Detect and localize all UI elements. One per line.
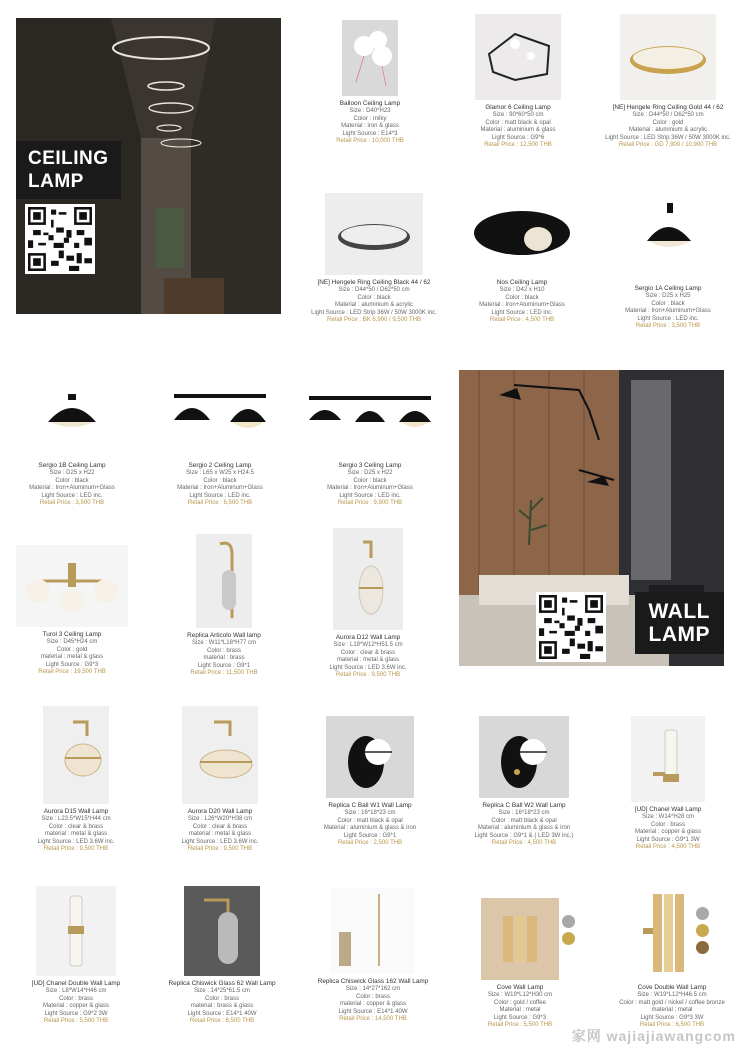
product-price: Retail Price : 4,500 THB: [489, 317, 555, 324]
product-spec: Light Source : G9*3: [45, 661, 99, 668]
product-image-glamor[interactable]: [475, 14, 561, 100]
product-name: Turol 3 Ceiling Lamp: [42, 631, 102, 638]
product-spec: Size : D25 x H22: [347, 470, 393, 476]
product-card-sergio-1a[interactable]: [598, 193, 738, 331]
product-spec: Light Source : G9*1 3W: [636, 836, 700, 843]
cove-double-color-swatch[interactable]: [696, 907, 709, 920]
product-spec: Light Source : E14*3: [342, 130, 398, 137]
product-name: Sergio 1A Ceiling Lamp: [634, 285, 702, 292]
product-spec: Color : gold: [652, 119, 684, 126]
product-spec: Light Source : LED inc.: [339, 492, 401, 499]
product-spec: Light Source : LED inc.: [491, 309, 553, 316]
product-spec: Light Source : G9*2 3W: [44, 1010, 108, 1017]
product-spec: Size : L8*W14*H46 cm: [45, 988, 107, 994]
product-spec: Light Source : E14*1 40W: [187, 1010, 257, 1017]
product-spec: Size : W19*L12*H46.5 cm: [637, 992, 707, 998]
product-image-c-ball-w1[interactable]: [326, 716, 414, 798]
product-card-aurora-d12[interactable]: [298, 528, 438, 680]
product-spec: Size : D44*50 / D62*50 cm: [632, 112, 704, 118]
product-spec: material : metal & glass: [188, 831, 252, 838]
product-name: Replica Chiswick Glass 162 Wall Lamp: [317, 978, 429, 985]
product-price: Retail Price : 4,500 THB: [491, 840, 557, 847]
product-price: Retail Price : 19,500 THB: [38, 669, 106, 676]
product-image-turol-3[interactable]: [16, 545, 128, 627]
product-card-glamor[interactable]: [448, 14, 588, 150]
product-spec: Size : 14*25*61.5 cm: [193, 988, 251, 994]
product-spec: Size : L23.5*W15*H44 cm: [41, 816, 111, 822]
product-image-chanel-double[interactable]: [36, 886, 116, 976]
product-price: Retail Price : 3,500 THB: [39, 500, 105, 507]
product-image-nos[interactable]: [470, 193, 574, 275]
product-price: Retail Price : 5,500 THB: [43, 1018, 109, 1025]
product-spec: Color : black: [357, 294, 391, 301]
product-spec: Color : brass: [650, 821, 685, 828]
product-spec: Material : iron & glass: [341, 123, 399, 130]
product-spec: material : metal & glass: [336, 657, 400, 664]
wall-lamp-hero-image: [459, 370, 724, 666]
product-image-hengele-black[interactable]: [325, 193, 423, 275]
product-spec: Color : black: [203, 477, 237, 484]
product-card-turol-3[interactable]: [2, 545, 142, 677]
product-image-balloon[interactable]: [342, 20, 398, 96]
product-spec: Size : 90*60*50 cm: [492, 112, 544, 118]
product-card-nos[interactable]: [452, 193, 592, 325]
wall-qr-code[interactable]: [536, 592, 606, 662]
product-name: Replica C Ball W2 Wall Lamp: [482, 802, 566, 809]
cove-color-swatch[interactable]: [562, 915, 575, 928]
product-spec: Light Source : G9*1: [197, 662, 251, 669]
product-card-sergio-1b[interactable]: [2, 380, 142, 508]
product-image-aurora-d12[interactable]: [333, 528, 403, 630]
product-name: [NE] Hengele Ring Ceiling Gold 44 / 62: [612, 104, 724, 111]
product-price: Retail Price : 6,500 THB: [187, 500, 253, 507]
product-price: Retail Price : 9,900 THB: [337, 500, 403, 507]
product-card-c-ball-w1[interactable]: [300, 716, 440, 848]
product-card-articolo[interactable]: [154, 534, 294, 678]
product-card-hengele-black[interactable]: [304, 193, 444, 325]
product-image-aurora-d20[interactable]: [182, 706, 258, 804]
product-name: [UD] Chanel Double Wall Lamp: [31, 980, 121, 987]
product-spec: Light Source : LED inc.: [637, 315, 699, 322]
product-price: Retail Price : BK 6,900 / 9,500 THB: [327, 317, 421, 324]
product-spec: Color : milky: [353, 115, 387, 122]
product-spec: Size : W11*L18*H77 cm: [192, 640, 256, 646]
product-name: [NE] Hengele Ring Ceiling Black 44 / 62: [317, 279, 431, 286]
product-card-aurora-d15[interactable]: [6, 706, 146, 854]
product-spec: Light Source : LED Strip 36W / 50W 3000K inc.: [605, 134, 731, 141]
product-name: Aurora D12 Wall Lamp: [335, 634, 401, 641]
product-spec: Light Source : E14*1 40W: [338, 1008, 408, 1015]
product-spec: material : metal & glass: [40, 654, 104, 661]
product-spec: Color : clear & brass: [340, 649, 396, 656]
product-image-articolo[interactable]: [196, 534, 252, 628]
product-spec: Light Source : LED 3.6W inc.: [181, 838, 259, 845]
product-spec: Material : Iron+Aluminum+Glass: [625, 308, 711, 315]
product-card-balloon[interactable]: [300, 20, 440, 146]
product-card-chiswick-62[interactable]: [152, 886, 292, 1026]
product-price: Retail Price : 11,500 THB: [190, 670, 258, 677]
product-price: Retail Price : 9,500 THB: [335, 672, 401, 679]
product-spec: Light Source : LED inc.: [189, 492, 251, 499]
product-spec: Color : matt black & opal: [337, 817, 403, 824]
product-name: Aurora D20 Wall Lamp: [187, 808, 253, 815]
ceiling-title-line1: CEILING: [28, 148, 109, 169]
product-spec: Size : L26*W20*H38 cm: [187, 816, 253, 822]
watermark-text: 家网 wajiajiawangcom: [571, 1028, 736, 1044]
product-spec: material : brass & glass: [190, 1003, 254, 1010]
product-spec: Material : aluminium & acrylic: [334, 302, 414, 309]
product-name: Sergio 1B Ceiling Lamp: [38, 462, 106, 469]
product-spec: Material : copper & glass: [42, 1003, 110, 1010]
product-spec: Material : aluminium & glass: [480, 127, 556, 134]
product-spec: Light Source : G9*1: [343, 832, 397, 839]
product-spec: Size : D45*H24 cm: [46, 639, 98, 645]
product-image-sergio-1b[interactable]: [22, 380, 122, 458]
product-spec: Color : clear & brass: [48, 823, 104, 830]
product-spec: Color : black: [651, 300, 685, 307]
product-spec: Size : L65 x W25 x H24.5: [186, 470, 254, 476]
product-name: Sergio 2 Ceiling Lamp: [188, 462, 252, 469]
product-price: Retail Price : 4,500 THB: [635, 844, 701, 851]
product-card-aurora-d20[interactable]: [150, 706, 290, 854]
product-card-sergio-2[interactable]: [150, 380, 290, 508]
product-name: Glamor 6 Ceiling Lamp: [485, 104, 551, 111]
qr-code-icon: [28, 207, 92, 271]
product-name: Cove Double Wall Lamp: [637, 984, 707, 991]
product-spec: Size : D40*H23: [349, 108, 391, 114]
product-name: [UD] Chanel Wall Lamp: [634, 806, 702, 813]
product-spec: Size : D25 x H22: [49, 470, 95, 476]
product-spec: Color : black: [353, 477, 387, 484]
product-spec: Color : gold / coffee: [494, 999, 546, 1006]
product-spec: Light Source : LED inc.: [41, 492, 103, 499]
product-spec: Color : clear & brass: [192, 823, 248, 830]
product-spec: Color : brass: [355, 993, 390, 1000]
product-spec: Color : matt gold / nickel / coffee bronze: [619, 999, 725, 1006]
product-name: Replica Chiswick Glass 62 Wall Lamp: [168, 980, 276, 987]
product-price: Retail Price : 5,500 THB: [487, 1022, 553, 1029]
product-image-hengele-gold[interactable]: [620, 14, 716, 100]
product-spec: Color : black: [55, 477, 89, 484]
product-spec: Material : aluminium & acrylic: [628, 127, 708, 134]
product-image-chiswick-62[interactable]: [184, 886, 260, 976]
product-price: Retail Price : 14,500 THB: [339, 1016, 407, 1023]
cove-double-color-swatch[interactable]: [696, 941, 709, 954]
product-spec: Light Source : LED 3.6W inc.: [329, 664, 407, 671]
product-image-c-ball-w2[interactable]: [479, 716, 569, 798]
product-spec: Light Source : LED Strip 36W / 50W 3000K inc.: [311, 309, 437, 316]
product-spec: Size : 16*18*23 cm: [498, 810, 550, 816]
product-spec: Material : Iron+Aluminum+Glass: [479, 302, 565, 309]
product-spec: Color : black: [505, 294, 539, 301]
wall-title-line1: WALL: [648, 600, 710, 623]
product-price: Retail Price : 10,000 THB: [336, 138, 404, 145]
product-name: Cove Wall Lamp: [496, 984, 544, 991]
product-name: Nos Ceiling Lamp: [496, 279, 548, 286]
product-spec: Color : brass: [58, 995, 93, 1002]
product-spec: Size : W14*H28 cm: [641, 814, 695, 820]
product-spec: Color : matt black & opal: [485, 119, 551, 126]
product-image-cove[interactable]: [481, 898, 559, 980]
product-name: Replica C Ball W1 Wall Lamp: [328, 802, 412, 809]
cove-double-color-swatch[interactable]: [696, 924, 709, 937]
product-card-chiswick-162[interactable]: [303, 888, 443, 1024]
product-spec: Color : matt black & opal: [491, 817, 557, 824]
product-spec: Color : brass: [206, 647, 241, 654]
product-spec: Material : copper & glass: [634, 829, 702, 836]
product-image-aurora-d15[interactable]: [43, 706, 109, 804]
product-card-c-ball-w2[interactable]: [454, 716, 594, 848]
ceiling-lamp-hero-image: [16, 18, 281, 314]
product-spec: material : copper & glass: [339, 1001, 407, 1008]
product-spec: Size : W19*L12*H30 cm: [487, 992, 553, 998]
product-spec: Light Source : G9*6: [491, 134, 545, 141]
product-name: Balloon Ceiling Lamp: [339, 100, 401, 107]
product-price: Retail Price : 12,500 THB: [484, 142, 552, 149]
product-spec: Light Source : LED 3.6W inc.: [37, 838, 115, 845]
product-price: Retail Price : 8,500 THB: [189, 1018, 255, 1025]
product-spec: Material : aluminium & glass & iron: [323, 825, 417, 832]
product-spec: Material : metal: [499, 1007, 541, 1014]
product-name: Aurora D15 Wall Lamp: [43, 808, 109, 815]
product-name: Sergio 3 Ceiling Lamp: [338, 462, 402, 469]
product-image-sergio-1a[interactable]: [637, 193, 699, 281]
product-image-chiswick-162[interactable]: [331, 888, 415, 974]
product-price: Retail Price : 9,500 THB: [187, 846, 253, 853]
wall-lamp-title: [635, 592, 725, 654]
qr-code-icon: [539, 595, 603, 659]
ceiling-qr-code[interactable]: [25, 204, 95, 274]
product-spec: Material : Iron+Aluminum+Glass: [327, 485, 413, 492]
product-card-cove-double[interactable]: [602, 888, 742, 1030]
ceiling-title-line2: LAMP: [28, 171, 84, 192]
product-spec: Size : D44*50 / D62*50 cm: [338, 287, 410, 293]
product-spec: Color : brass: [204, 995, 239, 1002]
product-spec: Size : 16*18*23 cm: [344, 810, 396, 816]
product-spec: Size : L19*W12*H51.5 cm: [333, 642, 403, 648]
product-spec: material : brass: [203, 655, 245, 662]
product-image-sergio-3[interactable]: [305, 380, 435, 458]
product-spec: Size : 14*27*162 cm: [345, 986, 401, 992]
product-spec: material : metal: [651, 1007, 693, 1014]
ceiling-lamp-title: [16, 141, 121, 199]
product-spec: material : metal & glass: [44, 831, 108, 838]
product-card-chanel-double[interactable]: [6, 886, 146, 1026]
product-spec: Size : D42 x H10: [499, 287, 545, 293]
product-card-chanel-wall[interactable]: [598, 716, 738, 852]
product-spec: Light Source : G9*3: [493, 1014, 547, 1021]
cove-color-swatch[interactable]: [562, 932, 575, 945]
product-image-chanel-wall[interactable]: [631, 716, 705, 802]
product-spec: Color : gold: [56, 646, 88, 653]
product-image-sergio-2[interactable]: [168, 380, 272, 458]
product-price: Retail Price : 2,500 THB: [337, 840, 403, 847]
product-price: Retail Price : 6,500 THB: [639, 1022, 705, 1029]
product-spec: Size : D25 x H25: [645, 293, 691, 299]
product-spec: Material : aluminium & glass & iron: [477, 825, 571, 832]
product-name: Replica Articolo Wall lamp: [187, 632, 261, 639]
product-price: Retail Price : GD 7,900 / 10,900 THB: [618, 142, 718, 149]
product-spec: Light Source : G9*3 3W: [640, 1014, 704, 1021]
product-card-hengele-gold[interactable]: [598, 14, 738, 150]
product-card-sergio-3[interactable]: [300, 380, 440, 508]
product-spec: Material : Iron+Aluminum+Glass: [177, 485, 263, 492]
product-price: Retail Price : 3,500 THB: [635, 323, 701, 330]
product-spec: Material : Iron+Aluminum+Glass: [29, 485, 115, 492]
wall-title-line2: LAMP: [648, 623, 710, 646]
product-price: Retail Price : 9,500 THB: [43, 846, 109, 853]
product-spec: Light Source : G9*1 & ( LED 3W inc.): [474, 832, 574, 839]
